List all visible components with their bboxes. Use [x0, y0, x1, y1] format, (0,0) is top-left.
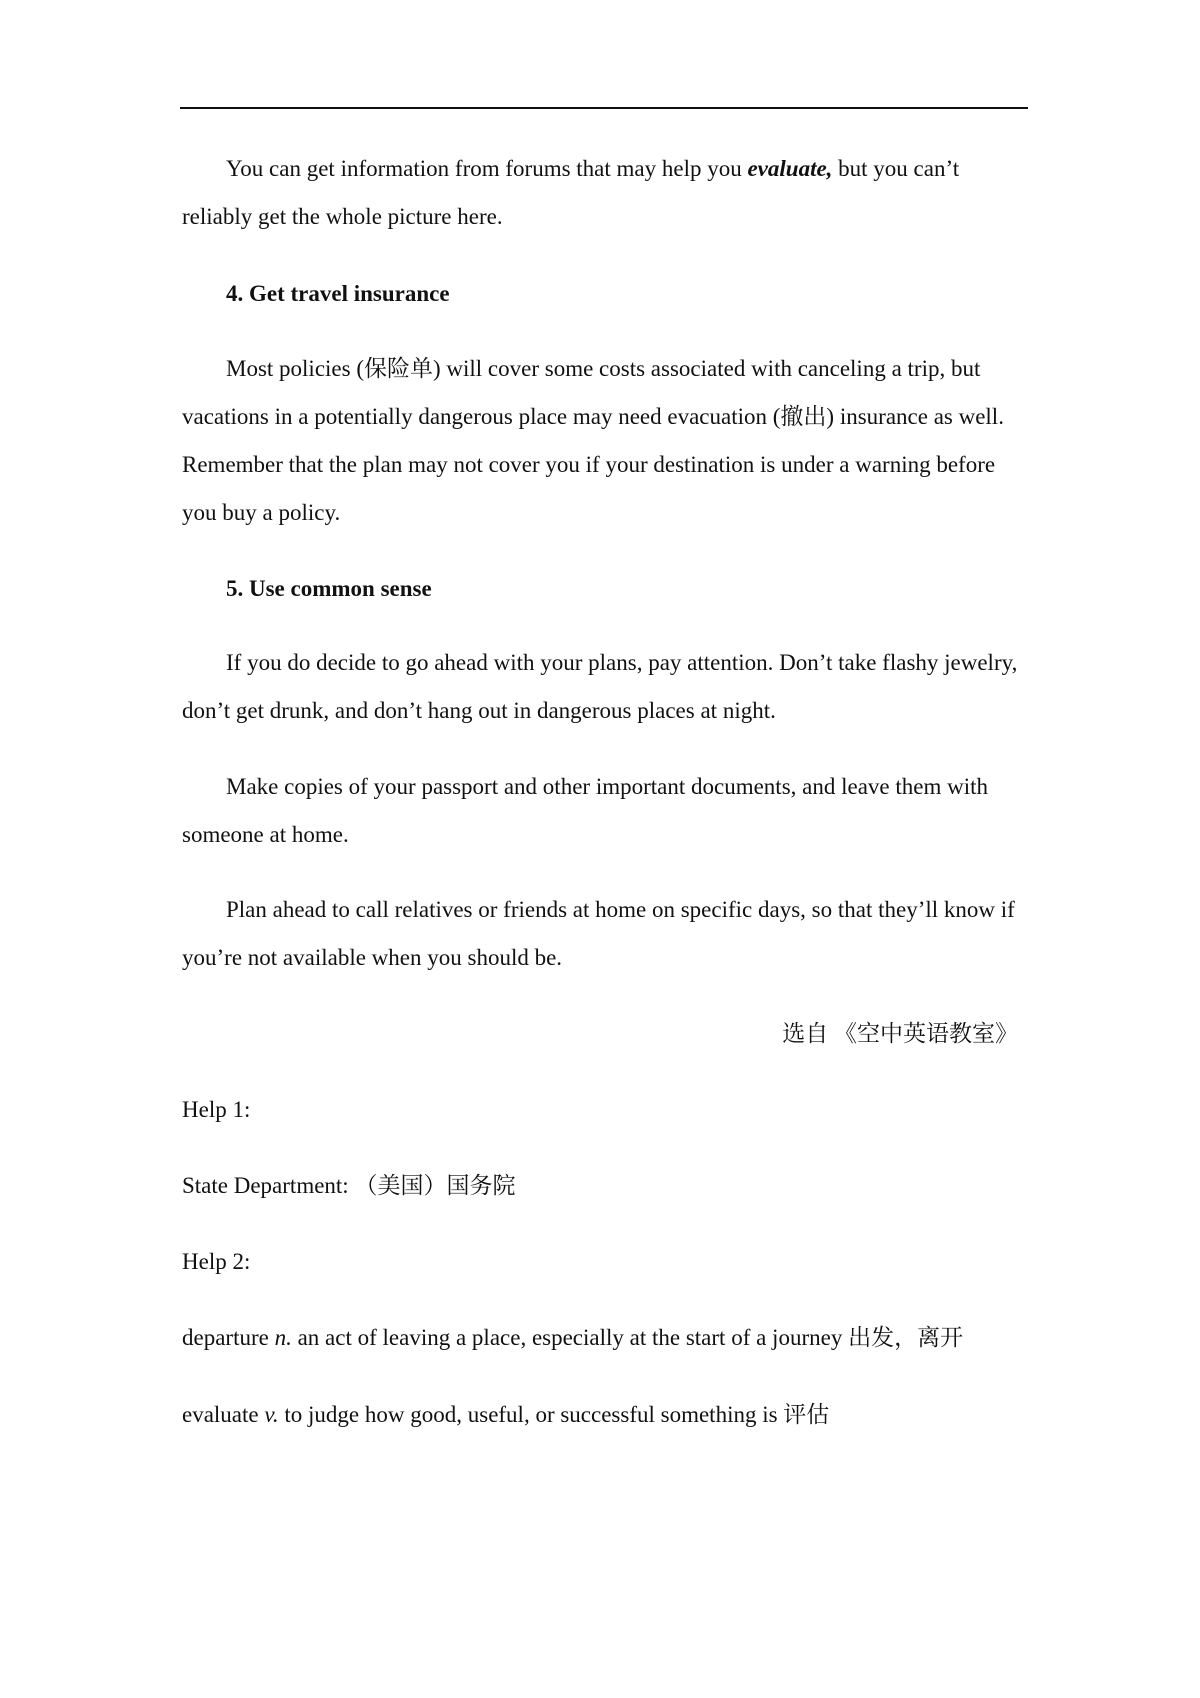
- paragraph-evaluate: [182, 145, 1028, 241]
- part-of-speech: v.: [264, 1402, 279, 1427]
- paragraph-common-sense: If you do decide to go ahead with your plans, pay attention. Don’t take flashy jewelry, don’t get drunk, and don’t hang out in dangerous places at night.: [182, 650, 1018, 723]
- part-of-speech: n.: [274, 1325, 292, 1350]
- paragraph-insurance: Most policies (保险单) will cover some costs associated with canceling a trip, but vacations in a potentially dangerous place may need evacuation (撤出) insurance as well. Remember that the plan may not cover you if your destination is under a warning before you buy a policy.: [182, 356, 1004, 525]
- help-1-label: Help 1:: [182, 1097, 251, 1122]
- gloss-word: evaluate: [182, 1402, 265, 1427]
- emphasized-word: evaluate,: [747, 156, 833, 181]
- section-heading-5: 5. Use common sense: [226, 576, 432, 601]
- source-attribution: 选自 《空中英语教室》: [782, 1021, 1018, 1046]
- gloss-definition: an act of leaving a place, especially at the start of a journey 出发，离开: [291, 1325, 964, 1350]
- paragraph-text: You can get information from forums that may help you: [226, 156, 748, 181]
- gloss-definition: to judge how good, useful, or successful something is 评估: [278, 1402, 830, 1427]
- help-2-label: Help 2:: [182, 1249, 251, 1274]
- section-heading-4: 4. Get travel insurance: [226, 281, 450, 306]
- paragraph-copies: Make copies of your passport and other important documents, and leave them with someone at home.: [182, 774, 988, 847]
- paragraph-plan-ahead: Plan ahead to call relatives or friends at home on specific days, so that they’ll know if you’re not available when you should be.: [182, 897, 1015, 970]
- help-1-text: State Department: （美国）国务院: [182, 1173, 516, 1198]
- gloss-departure: [182, 1314, 1028, 1362]
- gloss-evaluate: [182, 1391, 1028, 1439]
- gloss-word: departure: [182, 1325, 275, 1350]
- paragraph-text: but you can’t reliably get the whole picture here.: [182, 156, 960, 229]
- header-rule: [180, 107, 1028, 109]
